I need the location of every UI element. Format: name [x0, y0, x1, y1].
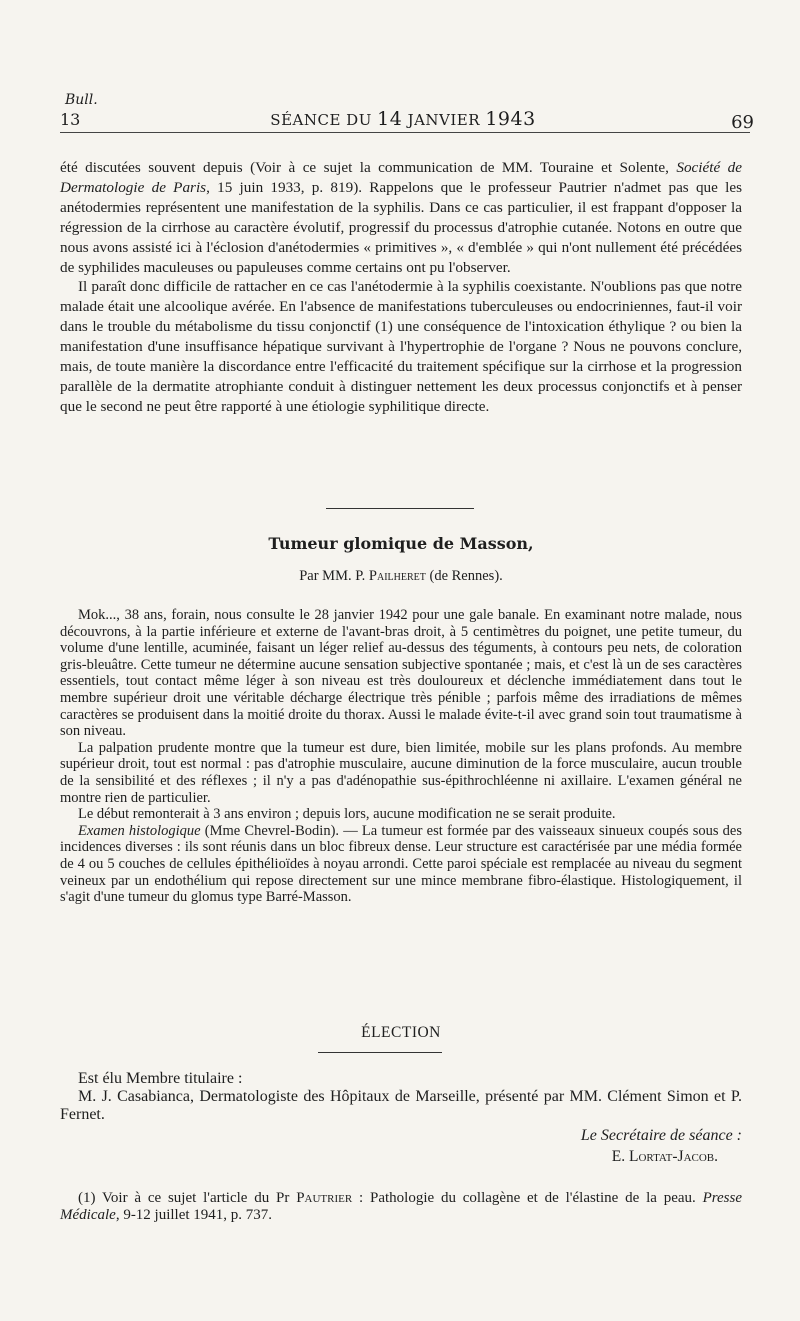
footnote-journal: Presse Médicale	[60, 1190, 743, 1223]
session-title-year: 1943	[485, 108, 536, 130]
footnote	[60, 1190, 742, 1224]
article-paragraph-1: Mok..., 38 ans, forain, nous consulte le 28 janvier 1942 pour une gale banale. En examinant notre malade, nous découvrons, à la partie inférieure et externe de l'avant-bras droit, à 5 centimètres du poignet, une petite tumeur, du volume d'une lentille, acuminée, faisant un léger relief au-dessus des téguments, à contours peu nets, de coloration gris-bleuâtre. Cette tumeur ne détermine aucune sensation subjective spontanée ; mais, et c'est là un de ses caractères essentiels, tout contact même léger à son niveau est très douloureux et déclenche immédiatement dans tout le membre supérieur droit une véritable décharge électrique très pénible ; parfois même des irradiations de mêmes caractères se produisent dans la moitié droite du thorax. Aussi le malade évite-t-il avec grand soin tout traumatisme à son niveau.	[60, 607, 742, 740]
journal-abbrev: Bull.	[65, 92, 98, 108]
footnote-text-a: (1) Voir à ce sujet l'article du Pr	[78, 1190, 297, 1206]
histology-heading: Examen histologique	[78, 822, 201, 839]
paragraph-1-society-name: Société de Dermatologie de Paris	[60, 159, 742, 196]
session-title-prefix: SÉANCE DU	[270, 111, 378, 129]
histology-examiner: (Mme Chevrel-Bodin).	[200, 822, 340, 839]
session-title-month: JANVIER	[402, 111, 486, 129]
article-paragraph-3: Le début remonterait à 3 ans environ ; depuis lors, aucune modification ne se serait produite.	[78, 806, 616, 823]
footnote-author: Pautrier	[296, 1190, 353, 1206]
paragraph-1-text-b: , 15 juin 1933, p. 819). Rappelons que le professeur Pautrier n'admet pas que les anétodermies représentent une manifestation de la syphilis. Dans ce cas particulier, il est frappant d'opposer la régression de la cirrhose au caractère évolutif, progressif du processus d'atrophie cutanée. Notons en outre que nous avons assisté ici à l'éclosion d'anétodermies « primitives », « d'emblée » qui n'ont nullement été précédées de syphilides maculeuses ou papuleuses comme certains ont pu l'observer.	[60, 178, 742, 276]
article-paragraph-4	[60, 823, 742, 906]
continued-text	[60, 158, 742, 417]
page-number: 69	[731, 112, 754, 133]
paragraph-1	[60, 158, 742, 277]
session-title	[60, 108, 746, 130]
paragraph-1-text-a: été discutées souvent depuis (Voir à ce sujet la communication de MM. Touraine et Solente,	[60, 159, 677, 176]
volume-number: 13	[60, 110, 81, 129]
election-line-1: Est élu Membre titulaire :	[78, 1070, 243, 1087]
election-body	[60, 1070, 742, 1124]
footnote-text	[60, 1190, 742, 1224]
paragraph-2: Il paraît donc difficile de rattacher en ce cas l'anétodermie à la syphilis coexistante. N'oublions pas que notre malade était une alcoolique avérée. En l'absence de manifestations tuberculeuses ou endocriniennes, faut-il voir dans le trouble du métabolisme du tissu conjonctif (1) une conséquence de l'intoxication éthylique ? ou bien la manifestation d'une insuffisance hépatique survivant à l'hypertrophie de l'organe ? Nous ne pouvons conclure, mais, de toute manière la discordance entre l'efficacité du traitement spécifique sur la cirrhose et la progression parallèle de la dermatite atrophiante conduit à distinguer nettement les deux processus conjonctifs et à penser que le second ne peut être rapporté à une étiologie syphilitique directe.	[60, 278, 742, 415]
article-author	[60, 568, 742, 585]
header-rule	[60, 132, 750, 133]
session-title-day: 14	[377, 108, 403, 130]
article-title: Tumeur glomique de Masson,	[268, 534, 534, 553]
section-divider	[326, 508, 474, 509]
section-divider-2	[318, 1052, 442, 1053]
histology-text: — La tumeur est formée par des vaisseaux sinueux coupés sous des incidences diverses : ils sont réunis dans un bloc fibreux dense. Leur structure est caractérisée par une média formée de 4 ou 5 couches de cellules épithélioïdes à noyau arrondi. Cette paroi spéciale est remplacée au niveau du segment veineux par un endothélium qui repose directement sur une mince membrane fibro-élastique. Histologiquement, il s'agit d'une tumeur du glomus type Barré-Masson.	[60, 822, 743, 906]
author-name: Pailheret	[368, 568, 426, 584]
author-affiliation: (de Rennes).	[425, 568, 503, 584]
running-header	[60, 108, 754, 133]
election-heading: ÉLECTION	[361, 1024, 441, 1041]
article-body	[60, 607, 742, 906]
election-line-2: M. J. Casabianca, Dermatologiste des Hôpitaux de Marseille, présenté par MM. Clément Simon et P. Fernet.	[60, 1088, 742, 1123]
signature-name: E. Lortat-Jacob.	[611, 1148, 718, 1165]
footnote-text-b: : Pathologie du collagène et de l'élastine de la peau.	[352, 1190, 703, 1206]
footnote-text-c: , 9-12 juillet 1941, p. 737.	[115, 1207, 273, 1223]
article-paragraph-2: La palpation prudente montre que la tumeur est dure, bien limitée, mobile sur les plans profonds. Au membre supérieur droit, tout est normal : pas d'atrophie musculaire, aucune diminution de la force musculaire, aucun trouble de la sensibilité et des réflexes ; il n'y a pas d'adénopathie sus-épithrochléenne ni axillaire. L'examen général ne montre rien de particulier.	[60, 739, 742, 806]
signature-role: Le Secrétaire de séance :	[580, 1127, 742, 1144]
author-prefix: Par MM. P.	[299, 568, 369, 584]
